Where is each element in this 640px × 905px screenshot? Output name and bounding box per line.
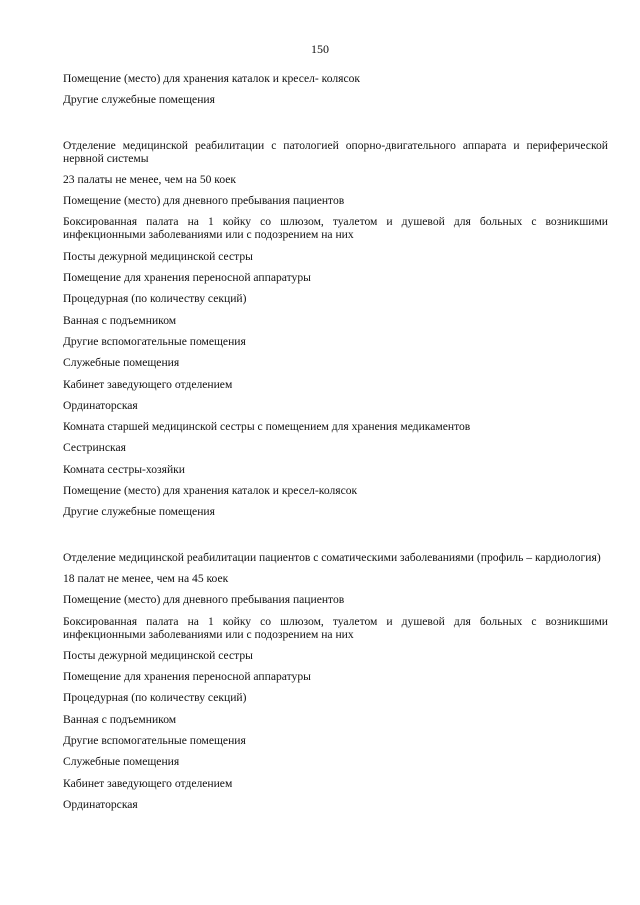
list-item: Процедурная (по количеству секций) xyxy=(63,292,247,306)
section-heading: Отделение медицинской реабилитации пациентов с соматическими заболеваниями (профиль – кардиология) xyxy=(63,550,601,564)
list-item: Посты дежурной медицинской сестры xyxy=(63,249,253,263)
list-item: 18 палат не менее, чем на 45 коек xyxy=(63,571,229,585)
list-item: Ванная с подъемником xyxy=(63,712,177,726)
list-item: Боксированная палата на 1 койку со шлюзом, туалетом и душевой для больных с возникшими инфекционными заболеваниями или с подозрением на них xyxy=(63,614,608,641)
list-item: Посты дежурной медицинской сестры xyxy=(63,648,253,662)
list-item: Служебные помещения xyxy=(63,755,180,769)
list-item: Процедурная (по количеству секций) xyxy=(63,691,247,705)
list-item: Кабинет заведующего отделением xyxy=(63,377,233,391)
document-body xyxy=(63,72,608,819)
list-item: Помещение (место) для дневного пребывания пациентов xyxy=(63,194,345,208)
list-item: Помещение (место) для хранения каталок и кресел- колясок xyxy=(63,72,361,85)
list-item: Другие вспомогательные помещения xyxy=(63,334,246,348)
section-heading: Отделение медицинской реабилитации с патологией опорно-двигательного аппарата и периферической нервной системы xyxy=(63,138,608,165)
list-item: 23 палаты не менее, чем на 50 коек xyxy=(63,172,237,186)
list-item: Ординаторская xyxy=(63,797,138,811)
list-item: Другие вспомогательные помещения xyxy=(63,734,246,748)
list-item: Помещение (место) для хранения каталок и кресел-колясок xyxy=(63,484,358,498)
section-spacer xyxy=(63,115,608,139)
list-item: Ординаторская xyxy=(63,398,138,412)
list-item: Служебные помещения xyxy=(63,356,180,370)
list-item: Комната старшей медицинской сестры с помещением для хранения медикаментов xyxy=(63,420,471,434)
list-item: Ванная с подъемником xyxy=(63,313,177,327)
list-item: Комната сестры-хозяйки xyxy=(63,462,185,476)
list-item: Другие служебные помещения xyxy=(63,505,215,519)
list-item: Кабинет заведующего отделением xyxy=(63,776,233,790)
list-item: Помещение (место) для дневного пребывания пациентов xyxy=(63,593,345,607)
list-item: Помещение для хранения переносной аппаратуры xyxy=(63,271,311,285)
section-spacer xyxy=(63,527,608,551)
list-item: Боксированная палата на 1 койку со шлюзом, туалетом и душевой для больных с возникшими инфекционными заболеваниями или с подозрением на них xyxy=(63,215,608,242)
list-item: Сестринская xyxy=(63,441,126,455)
page-number: 150 xyxy=(311,42,329,56)
list-item: Другие служебные помещения xyxy=(63,93,215,107)
list-item: Помещение для хранения переносной аппаратуры xyxy=(63,670,311,684)
